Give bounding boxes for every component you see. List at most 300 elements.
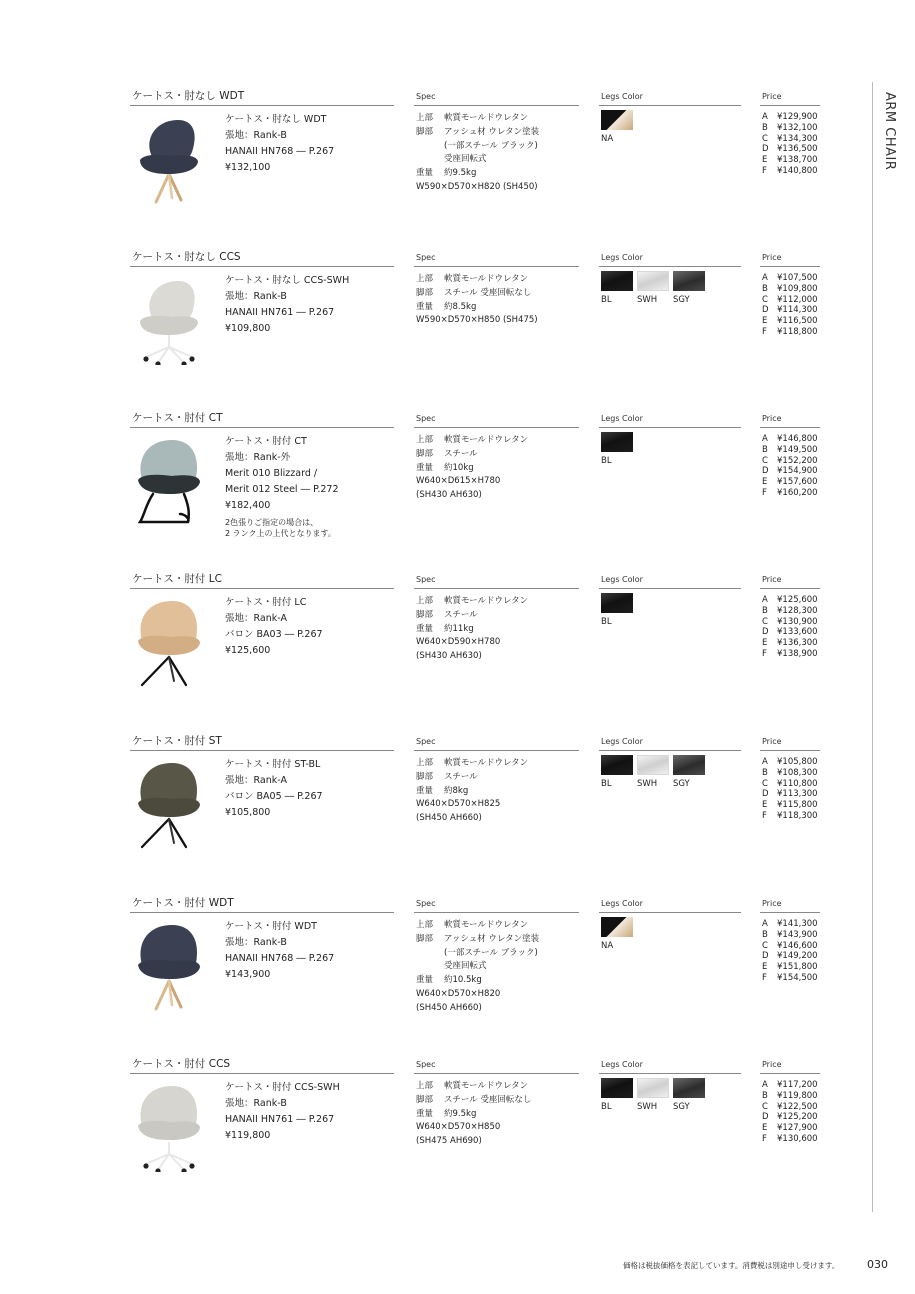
price-line (762, 973, 818, 984)
spec-key: 重量 (416, 301, 434, 312)
spec-line (416, 812, 528, 826)
spec-line (416, 1002, 539, 1016)
product-info-line: ¥143,900 (225, 969, 271, 980)
price-grade: E (762, 638, 768, 649)
price-line (762, 930, 818, 941)
price-line (762, 595, 818, 606)
price-line (762, 112, 818, 123)
product-info-line: ¥132,100 (225, 162, 271, 173)
spec-divider (414, 750, 579, 751)
legs-color-divider (599, 912, 741, 913)
leg-color-label: SGY (673, 779, 690, 789)
price-grade: F (762, 1133, 767, 1144)
legs-color-header: Legs Color (601, 899, 643, 908)
spec-value: 軟質モールドウレタン (444, 274, 529, 284)
leg-color-label: BL (601, 779, 612, 789)
leg-color-swatch (601, 1078, 633, 1098)
price-value: ¥109,800 (777, 283, 818, 294)
leg-color-swatch (601, 917, 633, 937)
chair-image (128, 1080, 210, 1172)
price-grade: E (762, 477, 768, 488)
spec-divider (414, 266, 579, 267)
product-title: ケートス・肘付 CCS (132, 1058, 231, 1070)
price-list (762, 595, 818, 660)
spec-value: (SH430 AH630) (416, 651, 482, 662)
legs-color-divider (599, 1073, 741, 1074)
price-line (762, 1134, 818, 1145)
price-header: Price (762, 575, 782, 584)
title-divider (130, 588, 394, 589)
price-grade: E (762, 316, 768, 327)
spec-line (416, 798, 528, 812)
title-divider (130, 105, 394, 106)
product-info-line: バロン BA05 ― P.267 (225, 791, 323, 802)
price-list (762, 1080, 818, 1145)
price-line (762, 919, 818, 930)
price-value: ¥110,800 (777, 778, 818, 789)
spec-list (416, 595, 528, 664)
spec-header: Spec (416, 1060, 436, 1069)
price-header: Price (762, 253, 782, 262)
price-value: ¥118,800 (777, 326, 818, 337)
price-value: ¥107,500 (777, 273, 818, 283)
product-info (225, 595, 323, 659)
leg-color-label: NA (601, 941, 614, 951)
leg-color-label: BL (601, 295, 612, 305)
spec-divider (414, 1073, 579, 1074)
price-grade: C (762, 616, 768, 627)
price-line (762, 627, 818, 638)
price-grade: A (762, 434, 768, 444)
product-info-line: 張地：Rank-B (225, 937, 287, 948)
leg-color-swatch (601, 110, 633, 130)
legs-color-divider (599, 266, 741, 267)
chair-image (128, 273, 210, 365)
spec-key: 脚部 (416, 287, 434, 298)
price-grade: D (762, 144, 769, 155)
price-line (762, 1091, 818, 1102)
product-info (225, 1080, 340, 1144)
product-row (0, 249, 870, 409)
price-value: ¥114,300 (777, 305, 818, 316)
spec-line (416, 140, 539, 154)
spec-header: Spec (416, 414, 436, 423)
price-grade: D (762, 627, 769, 638)
spec-header: Spec (416, 253, 436, 262)
product-title: ケートス・肘付 ST (132, 735, 222, 747)
price-line (762, 155, 818, 166)
product-info-line: Merit 010 Blizzard / (225, 468, 318, 479)
product-info-line: HANAII HN768 ― P.267 (225, 146, 335, 157)
legs-color-labels (601, 1102, 705, 1112)
price-grade: B (762, 605, 768, 616)
legs-color-header: Legs Color (601, 253, 643, 262)
price-value: ¥134,300 (777, 133, 818, 144)
title-divider (130, 912, 394, 913)
product-info-line: ケートス・肘付 ST-BL (225, 759, 321, 770)
product-row (0, 733, 870, 893)
spec-value: (一部スチール ブラック) (444, 947, 538, 958)
spec-value: 約10.5kg (444, 975, 482, 986)
price-divider (760, 427, 820, 428)
price-line (762, 1123, 818, 1134)
product-title: ケートス・肘付 WDT (132, 897, 234, 909)
spec-line (416, 988, 539, 1002)
leg-color-swatch (637, 755, 669, 775)
product-title: ケートス・肘付 CT (132, 412, 223, 424)
spec-line (416, 112, 539, 126)
spec-key: 上部 (416, 274, 434, 284)
product-info-line: 張地：Rank-B (225, 130, 287, 141)
product-row (0, 895, 870, 1055)
price-line (762, 284, 818, 295)
price-grade: E (762, 800, 768, 811)
spec-value: W640×D570×H820 (416, 988, 501, 999)
spec-line (416, 919, 539, 933)
spec-key: 脚部 (416, 448, 434, 459)
spec-value: (一部スチール ブラック) (444, 140, 538, 151)
footer-note: 価格は税抜価格を表記しています。消費税は別途申し受けます。 (623, 1261, 840, 1270)
price-line (762, 941, 818, 952)
price-value: ¥125,600 (777, 595, 818, 605)
spec-value: スチール (444, 771, 478, 782)
spec-key: 上部 (416, 596, 434, 606)
chair-illustration (128, 273, 210, 365)
price-grade: D (762, 305, 769, 316)
price-value: ¥149,200 (777, 951, 818, 962)
price-line (762, 606, 818, 617)
spec-value: 約8.5kg (444, 301, 477, 312)
spec-key: 脚部 (416, 771, 434, 782)
price-value: ¥151,800 (777, 962, 818, 973)
product-row (0, 410, 870, 570)
spec-value: (SH475 AH690) (416, 1136, 482, 1147)
spec-line (416, 960, 539, 974)
price-line (762, 144, 818, 155)
product-title: ケートス・肘付 LC (132, 573, 222, 585)
price-line (762, 811, 818, 822)
product-info-line: ¥182,400 (225, 500, 271, 511)
leg-color-label: SGY (673, 1102, 690, 1112)
price-grade: B (762, 444, 768, 455)
legs-color-header: Legs Color (601, 575, 643, 584)
spec-line (416, 947, 539, 961)
leg-color-label: NA (601, 134, 614, 144)
price-value: ¥152,200 (777, 455, 818, 466)
spec-value: W640×D615×H780 (416, 476, 501, 487)
price-value: ¥122,500 (777, 1101, 818, 1112)
spec-key: 上部 (416, 435, 434, 445)
price-grade: B (762, 1090, 768, 1101)
legs-color-labels (601, 779, 705, 789)
legs-color-swatches (601, 593, 633, 613)
spec-value: 軟質モールドウレタン (444, 435, 529, 445)
spec-value: W590×D570×H850 (SH475) (416, 315, 538, 326)
legs-color-divider (599, 105, 741, 106)
spec-value: 軟質モールドウレタン (444, 596, 529, 606)
price-value: ¥138,900 (777, 648, 818, 659)
product-title: ケートス・肘なし WDT (132, 90, 245, 102)
spec-value: 約9.5kg (444, 1108, 477, 1119)
product-info-line: ケートス・肘付 CCS-SWH (225, 1082, 340, 1093)
spec-key: 重量 (416, 462, 434, 473)
spec-list (416, 434, 528, 503)
spec-key: 上部 (416, 758, 434, 768)
price-divider (760, 105, 820, 106)
price-grade: A (762, 595, 768, 605)
price-grade: A (762, 112, 768, 122)
spec-line (416, 434, 528, 448)
spec-divider (414, 427, 579, 428)
spec-key: 脚部 (416, 609, 434, 620)
spec-key: 脚部 (416, 126, 434, 137)
spec-line (416, 301, 538, 315)
spec-line (416, 448, 528, 462)
spec-divider (414, 105, 579, 106)
spec-value: W640×D590×H780 (416, 637, 501, 648)
price-value: ¥133,600 (777, 627, 818, 638)
spec-line (416, 462, 528, 476)
price-value: ¥116,500 (777, 316, 818, 327)
spec-line (416, 785, 528, 799)
price-line (762, 617, 818, 628)
price-value: ¥117,200 (777, 1080, 818, 1090)
price-line (762, 466, 818, 477)
product-info-line: HANAII HN761 ― P.267 (225, 307, 335, 318)
spec-line (416, 287, 538, 301)
price-value: ¥130,900 (777, 616, 818, 627)
price-line (762, 445, 818, 456)
price-line (762, 1112, 818, 1123)
spec-header: Spec (416, 92, 436, 101)
product-info-line: ¥119,800 (225, 1130, 271, 1141)
spec-line (416, 1135, 531, 1149)
product-note (225, 517, 339, 539)
spec-value: スチール 受座回転なし (444, 287, 532, 298)
spec-key: 上部 (416, 113, 434, 123)
legs-color-labels (601, 617, 633, 627)
chair-image (128, 112, 210, 204)
price-line (762, 273, 818, 284)
product-info-line: HANAII HN761 ― P.267 (225, 1114, 335, 1125)
product-info (225, 919, 334, 983)
spec-line (416, 1080, 531, 1094)
spec-line (416, 273, 538, 287)
price-grade: D (762, 466, 769, 477)
price-value: ¥127,900 (777, 1123, 818, 1134)
price-line (762, 166, 818, 177)
spec-list (416, 1080, 531, 1149)
spec-value: 軟質モールドウレタン (444, 1081, 529, 1091)
spec-line (416, 623, 528, 637)
product-note-line: 2色張りご指定の場合は、 (225, 518, 319, 527)
price-line (762, 789, 818, 800)
product-info-line: ¥109,800 (225, 323, 271, 334)
product-row (0, 571, 870, 731)
spec-key: 重量 (416, 623, 434, 634)
price-grade: A (762, 919, 768, 929)
product-info (225, 273, 349, 337)
leg-color-label: BL (601, 456, 612, 466)
price-grade: A (762, 1080, 768, 1090)
leg-color-swatch (673, 271, 705, 291)
section-tab-divider (872, 82, 873, 1212)
price-header: Price (762, 92, 782, 101)
spec-value: 軟質モールドウレタン (444, 113, 529, 123)
leg-color-swatch (673, 1078, 705, 1098)
spec-line (416, 595, 528, 609)
price-list (762, 919, 818, 984)
spec-value: 受座回転式 (444, 154, 487, 165)
spec-line (416, 489, 528, 503)
price-grade: D (762, 789, 769, 800)
price-value: ¥146,600 (777, 940, 818, 951)
price-line (762, 305, 818, 316)
price-line (762, 649, 818, 660)
spec-line (416, 650, 528, 664)
price-value: ¥160,200 (777, 487, 818, 498)
price-grade: B (762, 122, 768, 133)
leg-color-swatch (637, 1078, 669, 1098)
price-grade: E (762, 962, 768, 973)
price-value: ¥130,600 (777, 1133, 818, 1144)
price-header: Price (762, 899, 782, 908)
price-list (762, 757, 818, 822)
title-divider (130, 1073, 394, 1074)
price-header: Price (762, 414, 782, 423)
price-divider (760, 266, 820, 267)
price-value: ¥113,300 (777, 789, 818, 800)
leg-color-swatch (673, 755, 705, 775)
spec-value: 約8kg (444, 785, 469, 796)
spec-value: W640×D570×H850 (416, 1122, 501, 1133)
price-grade: B (762, 929, 768, 940)
price-grade: C (762, 294, 768, 305)
spec-line (416, 933, 539, 947)
spec-value: 約9.5kg (444, 168, 477, 179)
legs-color-swatches (601, 271, 705, 291)
product-row (0, 1056, 870, 1216)
legs-color-divider (599, 427, 741, 428)
product-info-line: Merit 012 Steel ― P.272 (225, 484, 339, 495)
price-grade: F (762, 972, 767, 983)
price-line (762, 477, 818, 488)
spec-line (416, 181, 539, 195)
legs-color-labels (601, 295, 705, 305)
legs-color-swatches (601, 917, 633, 937)
spec-value: スチール 受座回転なし (444, 1094, 532, 1105)
price-grade: B (762, 283, 768, 294)
price-list (762, 112, 818, 177)
price-divider (760, 1073, 820, 1074)
price-header: Price (762, 1060, 782, 1069)
spec-value: アッシュ材 ウレタン塗装 (444, 933, 540, 944)
price-value: ¥112,000 (777, 294, 818, 305)
spec-header: Spec (416, 575, 436, 584)
leg-color-label: SWH (637, 1102, 658, 1112)
title-divider (130, 427, 394, 428)
price-grade: F (762, 165, 767, 176)
chair-image (128, 595, 210, 687)
price-line (762, 800, 818, 811)
section-label: ARM CHAIR (882, 92, 897, 171)
product-info-line: ケートス・肘付 LC (225, 597, 307, 608)
spec-value: 軟質モールドウレタン (444, 920, 529, 930)
spec-key: 脚部 (416, 1094, 434, 1105)
spec-line (416, 771, 528, 785)
price-line (762, 1080, 818, 1091)
product-row (0, 88, 870, 248)
chair-illustration (128, 919, 210, 1011)
product-info-line: ¥125,600 (225, 645, 271, 656)
price-grade: D (762, 951, 769, 962)
price-grade: C (762, 778, 768, 789)
legs-color-header: Legs Color (601, 92, 643, 101)
chair-image (128, 757, 210, 849)
legs-color-header: Legs Color (601, 737, 643, 746)
price-grade: F (762, 326, 767, 337)
legs-color-swatches (601, 755, 705, 775)
price-grade: C (762, 455, 768, 466)
legs-color-header: Legs Color (601, 1060, 643, 1069)
price-grade: C (762, 133, 768, 144)
price-grade: C (762, 1101, 768, 1112)
spec-key: 脚部 (416, 933, 434, 944)
spec-line (416, 1108, 531, 1122)
chair-illustration (128, 595, 210, 687)
leg-color-label: BL (601, 1102, 612, 1112)
spec-value: (SH450 AH660) (416, 1002, 482, 1013)
product-title: ケートス・肘なし CCS (132, 251, 241, 263)
legs-color-labels (601, 456, 633, 466)
spec-key: 上部 (416, 920, 434, 930)
spec-line (416, 153, 539, 167)
product-info-line: バロン BA03 ― P.267 (225, 629, 323, 640)
product-info-line: HANAII HN768 ― P.267 (225, 953, 335, 964)
spec-list (416, 757, 528, 826)
spec-header: Spec (416, 737, 436, 746)
page-number: 030 (867, 1258, 888, 1271)
price-line (762, 327, 818, 338)
spec-value: スチール (444, 448, 478, 459)
price-grade: B (762, 767, 768, 778)
product-info-line: 張地：Rank-A (225, 613, 287, 624)
spec-line (416, 1094, 531, 1108)
price-divider (760, 912, 820, 913)
price-grade: C (762, 940, 768, 951)
spec-value: 受座回転式 (444, 961, 487, 972)
price-grade: E (762, 1123, 768, 1134)
product-info (225, 112, 334, 176)
spec-value: W590×D570×H820 (SH450) (416, 181, 538, 192)
spec-line (416, 314, 538, 328)
product-info-line: 張地：Rank-B (225, 291, 287, 302)
legs-color-divider (599, 750, 741, 751)
price-grade: F (762, 648, 767, 659)
price-value: ¥143,900 (777, 929, 818, 940)
leg-color-swatch (637, 271, 669, 291)
spec-value: アッシュ材 ウレタン塗装 (444, 126, 540, 137)
price-value: ¥140,800 (777, 165, 818, 176)
legs-color-header: Legs Color (601, 414, 643, 423)
price-grade: A (762, 273, 768, 283)
price-value: ¥157,600 (777, 477, 818, 488)
spec-divider (414, 912, 579, 913)
chair-image (128, 434, 210, 526)
price-line (762, 123, 818, 134)
leg-color-label: SGY (673, 295, 690, 305)
spec-key: 重量 (416, 1108, 434, 1119)
